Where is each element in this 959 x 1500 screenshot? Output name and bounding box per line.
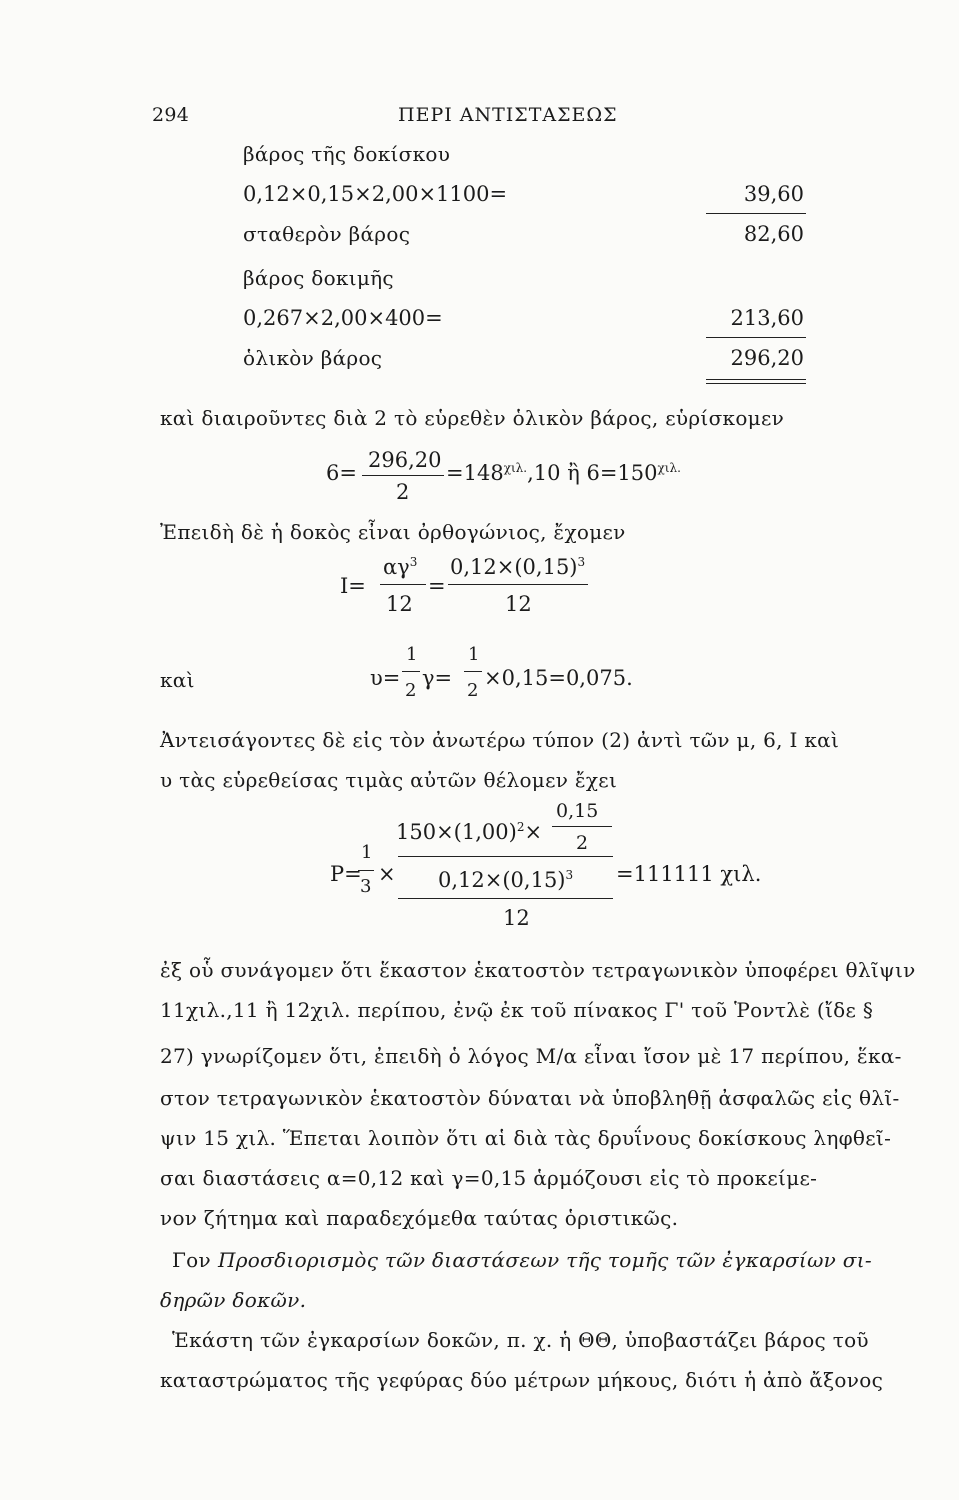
eq4-middle-text: 0,12×(0,15) [438, 868, 566, 892]
sum-rule [706, 213, 806, 214]
eq2-exp: 3 [577, 555, 586, 569]
section-number: Γον [172, 1248, 211, 1272]
paragraph-text: καὶ διαιροῦντες διὰ 2 τὸ εὑρεθὲν ὁλικὸν βάρος, εὑρίσκομεν [160, 406, 785, 430]
eq4-lhs: P= [330, 862, 362, 886]
eq2-num2-text: 0,12×(0,15) [450, 555, 578, 579]
eq4-exp2: 2 [516, 820, 525, 834]
fraction-bar [552, 826, 612, 827]
eq3-kai: καὶ [160, 668, 195, 692]
fraction-bar [448, 584, 588, 585]
eq1-denominator: 2 [396, 480, 410, 504]
eq4-top [396, 820, 542, 844]
paragraph-line: νον ζήτημα καὶ παραδεχόμεθα ταύτας ὁριστικῶς. [160, 1206, 679, 1230]
paragraph-line: σαι διαστάσεις α=0,12 καὶ γ=0,15 ἁρμόζουσι εἰς τὸ προκείμε- [160, 1166, 818, 1190]
eq2-den1: 12 [386, 592, 413, 616]
paragraph-line: υ τὰς εὑρεθείσας τιμὰς αὐτῶν θέλομεν ἔχει [160, 768, 618, 792]
beam-weight-label: βάρος τῆς δοκίσκου [243, 142, 451, 166]
test-weight-formula: 0,267×2,00×400= [243, 306, 443, 330]
eq1-result-value: =148 [446, 461, 504, 485]
fraction-bar-main [398, 898, 613, 899]
eq3-d1: 2 [405, 680, 417, 701]
eq4-result: =111111 χιλ. [616, 862, 762, 886]
eq1-decimal: ,10 [527, 461, 561, 485]
total-weight-label: ὁλικὸν βάρος [243, 346, 383, 370]
section-title: Προσδιορισμὸς τῶν διαστάσεων τῆς τομῆς τῶν ἐγκαρσίων σι- [218, 1248, 872, 1272]
eq1-result [446, 461, 681, 485]
eq3-d2: 2 [467, 680, 479, 701]
paragraph-line: Ἀντεισάγοντες δὲ εἰς τὸν ἀνωτέρω τύπον (2) ἀντὶ τῶν μ, 6, I καὶ [160, 728, 840, 752]
paragraph-line: 11χιλ.,11 ἢ 12χιλ. περίπου, ἐνῷ ἐκ τοῦ πίνακος Γ' τοῦ Ῥοντλὲ (ἴδε § [160, 998, 874, 1022]
eq1-lhs: 6= [326, 461, 357, 485]
eq4-times: × [378, 862, 396, 886]
dead-weight-value: 82,60 [743, 222, 804, 246]
fraction-bar [358, 870, 374, 871]
eq4-exp3: 3 [565, 868, 574, 882]
eq4-inner-den: 2 [576, 832, 589, 854]
eq1-numerator: 296,20 [368, 448, 442, 472]
test-weight-label: βάρος δοκιμῆς [243, 266, 394, 290]
eq4-bottom: 12 [503, 906, 530, 930]
beam-weight-formula: 0,12×0,15×2,00×1100= [243, 182, 508, 206]
eq1-unit2: χιλ. [657, 461, 681, 475]
paragraph-line: καταστρώματος τῆς γεφύρας δύο μέτρων μήκους, διότι ἡ ἀπὸ ἄξονος [160, 1368, 884, 1392]
eq3-n1: 1 [406, 644, 418, 665]
eq1-unit: χιλ. [503, 461, 528, 475]
paragraph-line: 27) γνωρίζομεν ὅτι, ἐπειδὴ ὁ λόγος M/α εἶναι ἴσον μὲ 17 περίπου, ἕκα- [160, 1044, 902, 1068]
dead-weight-label: σταθερὸν βάρος [243, 222, 411, 246]
eq2-den2: 12 [505, 592, 532, 616]
eq2-num1-text: αγ [383, 555, 410, 579]
beam-weight-value: 39,60 [743, 182, 804, 206]
paragraph-line: Ἑκάστη τῶν ἐγκαρσίων δοκῶν, π. χ. ἡ ΘΘ, ὑποβαστάζει βάρος τοῦ [172, 1328, 869, 1352]
eq2-num2 [450, 555, 585, 579]
fraction-bar [362, 475, 444, 476]
eq4-n1: 1 [361, 842, 373, 863]
total-rule [706, 379, 806, 380]
eq3-n2: 1 [468, 644, 480, 665]
fraction-bar [402, 671, 420, 672]
eq3-gamma: γ= [422, 666, 453, 690]
paragraph-text: Ἐπειδὴ δὲ ἡ δοκὸς εἶναι ὀρθογώνιος, ἔχομεν [160, 520, 626, 544]
eq4-d1: 3 [360, 876, 372, 897]
eq1-or: ἢ [567, 461, 580, 485]
sum-rule [706, 337, 806, 338]
eq3-rest: ×0,15=0,075. [484, 666, 633, 690]
eq4-middle [438, 868, 573, 892]
eq2-equals: = [428, 574, 446, 598]
paragraph-line: ψιν 15 χιλ. Ἕπεται λοιπὸν ὅτι αἱ διὰ τὰς δρυΐνους δοκίσκους ληφθεῖ- [160, 1126, 892, 1150]
test-weight-value: 213,60 [730, 306, 804, 330]
eq2-lhs: I= [340, 574, 366, 598]
eq4-top-times: × [524, 820, 543, 844]
eq2-num1 [383, 555, 417, 579]
paragraph-line: ἐξ οὗ συνάγομεν ὅτι ἕκαστον ἑκατοστὸν τετραγωνικὸν ὑποφέρει θλῖψιν [160, 958, 916, 982]
total-rule [706, 383, 806, 384]
section-title-cont: δηρῶν δοκῶν. [160, 1288, 307, 1312]
eq2-exp: 3 [409, 555, 418, 569]
total-weight-value: 296,20 [730, 346, 804, 370]
eq4-inner-num: 0,15 [556, 800, 599, 822]
paragraph-line: στον τετραγωνικὸν ἑκατοστὸν δύναται νὰ ὑποβληθῇ ἀσφαλῶς εἰς θλῖ- [160, 1086, 900, 1110]
fraction-bar [380, 584, 426, 585]
fraction-bar [398, 856, 613, 857]
eq1-rounded: 6=150 [586, 461, 658, 485]
fraction-bar [464, 671, 482, 672]
eq3-lhs: υ= [370, 666, 401, 690]
eq4-top-a: 150×(1,00) [396, 820, 517, 844]
page-number: 294 [152, 104, 190, 126]
running-title: ΠΕΡΙ ΑΝΤΙΣΤΑΣΕΩΣ [398, 104, 618, 126]
